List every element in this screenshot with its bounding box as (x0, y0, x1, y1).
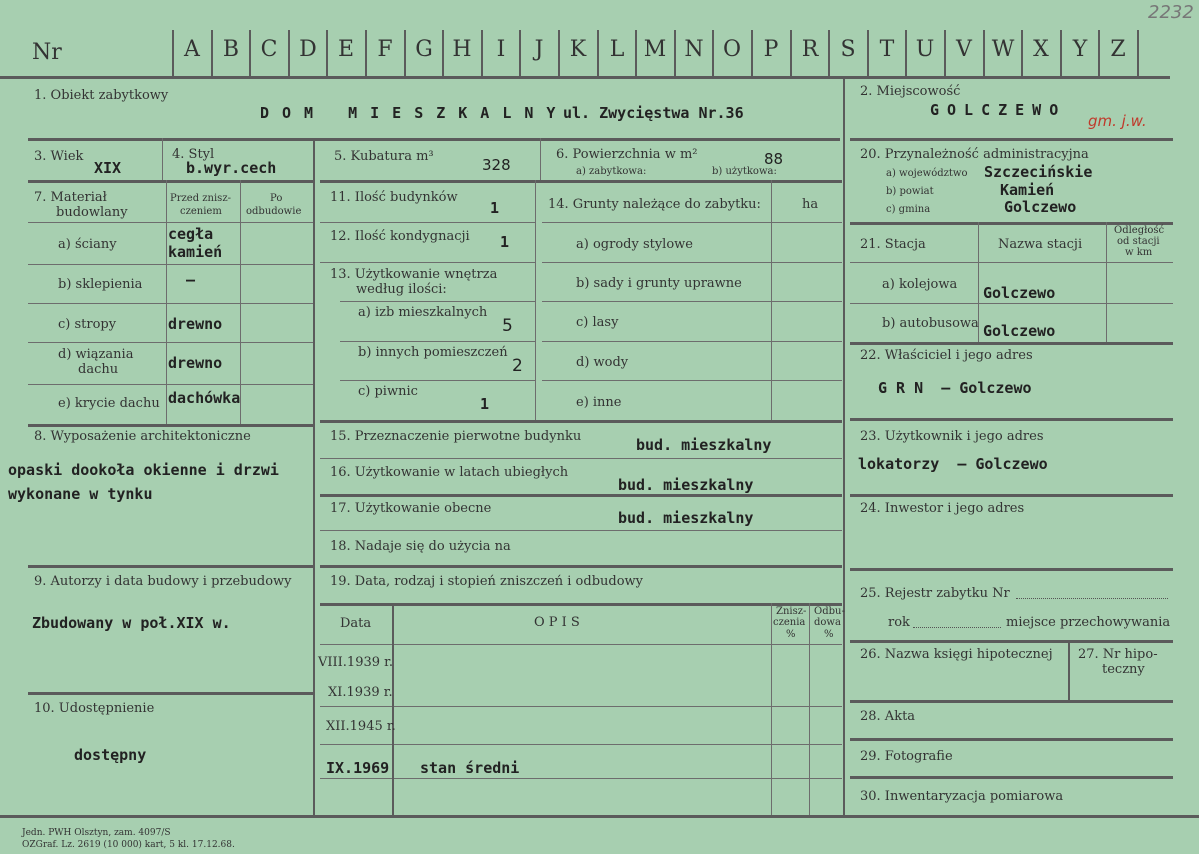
letter-index-t: T (879, 37, 895, 62)
letter-index-j: J (534, 37, 544, 62)
field-8-label: 8. Wyposażenie architektoniczne (34, 429, 251, 444)
field-21-a-value: Golczewo (983, 284, 1056, 302)
field-14-unit: ha (802, 197, 819, 212)
field-22-value: G R N – Golczewo (878, 379, 1032, 397)
field-14-row-e: e) inne (576, 395, 622, 410)
field-7-row-d-value: drewno (168, 354, 223, 372)
field-12-value: 1 (500, 233, 510, 251)
field-17-label: 17. Użytkowanie obecne (330, 501, 492, 516)
field-1-address: ul. Zwycięstwa Nr.36 (563, 104, 744, 122)
letter-index-u: U (915, 37, 935, 62)
field-20-a-value: Szczecińskie (984, 163, 1093, 181)
field-21-b-label: b) autobusowa (882, 316, 979, 331)
field-25-rok: rok (888, 615, 910, 630)
letter-index-s: S (840, 37, 856, 62)
letter-index-r: R (801, 37, 819, 62)
field-15-label: 15. Przeznaczenie pierwotne budynku (330, 429, 582, 444)
field-7-col2a: Po (270, 193, 283, 204)
field-14-row-a: a) ogrody stylowe (576, 237, 693, 252)
field-13-a-label: a) izb mieszkalnych (358, 305, 488, 320)
field-7-row-b-label: b) sklepienia (58, 277, 143, 292)
field-13-label: 13. Użytkowanie wnętrza (330, 267, 498, 282)
field-20-c-label: c) gmina (886, 204, 931, 215)
field-25-miejsce: miejsce przechowywania (1006, 615, 1171, 630)
field-1-label: 1. Obiekt zabytkowy (34, 88, 169, 103)
field-19-row-4-opis: stan średni (420, 759, 520, 777)
nr-label: Nr (32, 40, 62, 65)
field-19-col-o1: Odbu- (814, 606, 845, 617)
field-29-label: 29. Fotografie (860, 749, 953, 764)
field-19-row-2-date: XI.1939 r. (328, 685, 393, 700)
field-14-row-d: d) wody (576, 355, 629, 370)
letter-index-l: L (609, 37, 625, 62)
field-7-row-a-value: cegła (168, 225, 214, 243)
field-1-value: DOM MIESZKALNY (260, 104, 569, 122)
letter-index-w: W (991, 37, 1015, 62)
letter-index-v: V (956, 37, 972, 62)
field-19-col-o2: dowa (814, 617, 841, 628)
field-19-row-3-date: XII.1945 r. (326, 719, 396, 734)
field-20-c-value: Golczewo (1004, 198, 1077, 216)
field-13-b-label: b) innych pomieszczeń (358, 345, 508, 360)
field-25-label: 25. Rejestr zabytku Nr (860, 586, 1010, 601)
letter-index-n: N (684, 37, 704, 62)
letter-index-m: M (643, 37, 667, 62)
field-4-label: 4. Styl (172, 147, 215, 162)
field-21-a-label: a) kolejowa (882, 277, 958, 292)
field-7-col1b: czeniem (180, 206, 222, 217)
field-27-label2: teczny (1102, 662, 1145, 677)
field-7-row-c-value: drewno (168, 315, 223, 333)
field-24-label: 24. Inwestor i jego adres (860, 501, 1025, 516)
field-30-label: 30. Inwentaryzacja pomiarowa (860, 789, 1064, 804)
field-19-col-z1: Znisz- (776, 606, 807, 617)
field-7-label2: budowlany (56, 205, 128, 220)
field-7-row-d-label: d) wiązania (58, 347, 134, 362)
field-4-value: b.wyr.cech (186, 159, 277, 177)
field-19-col-o3: % (824, 629, 834, 640)
field-9-label: 9. Autorzy i data budowy i przebudowy (34, 574, 292, 589)
field-5-value: 328 (482, 156, 511, 174)
field-7-row-d-label2: dachu (78, 362, 119, 377)
field-7-row-c-label: c) stropy (58, 317, 117, 332)
field-19-label: 19. Data, rodzaj i stopień zniszczeń i odbudowy (330, 574, 644, 589)
field-19-col-opis: O P I S (534, 615, 580, 630)
field-21-col-dist3: w km (1125, 247, 1153, 258)
field-7-row-e-value: dachówka (168, 389, 241, 407)
field-6-value: 88 (764, 150, 784, 168)
field-14-row-c: c) lasy (576, 315, 619, 330)
field-23-label: 23. Użytkownik i jego adres (860, 429, 1044, 444)
field-7-label: 7. Materiał (34, 190, 107, 205)
field-11-value: 1 (490, 199, 500, 217)
letter-index-p: P (763, 37, 779, 62)
field-27-label: 27. Nr hipo- (1078, 647, 1158, 662)
field-7-row-a-value2: kamień (168, 243, 223, 261)
field-2-label: 2. Miejscowość (860, 84, 961, 99)
field-21-col-name: Nazwa stacji (998, 237, 1083, 252)
letter-index-a: A (184, 37, 200, 62)
field-13-a-value: 5 (502, 316, 513, 336)
field-19-row-1-date: VIII.1939 r. (318, 655, 394, 670)
field-17-value: bud. mieszkalny (618, 509, 754, 527)
field-3-label: 3. Wiek (34, 149, 84, 164)
field-14-row-b: b) sady i grunty uprawne (576, 276, 742, 291)
letter-index-g: G (415, 37, 433, 62)
field-18-label: 18. Nadaje się do użycia na (330, 539, 511, 554)
field-16-label: 16. Użytkowanie w latach ubiegłych (330, 465, 569, 480)
field-19-col-z3: % (786, 629, 796, 640)
footer-line2: OZGraf. Lz. 2619 (10 000) kart, 5 kl. 17.12.68. (22, 840, 235, 850)
field-22-label: 22. Właściciel i jego adres (860, 348, 1033, 363)
field-13-c-label: c) piwnic (358, 384, 418, 399)
letter-index-c: C (260, 37, 278, 62)
field-19-col-date: Data (340, 616, 372, 631)
field-7-col1a: Przed znisz- (170, 193, 231, 204)
field-16-value: bud. mieszkalny (618, 476, 754, 494)
field-11-label: 11. Ilość budynków (330, 190, 458, 205)
field-20-b-value: Kamień (1000, 181, 1055, 199)
field-2-value: GOLCZEWO (930, 101, 1067, 119)
letter-index-o: O (722, 37, 742, 62)
letter-index-x: X (1033, 37, 1049, 62)
field-21-col-dist1: Odległość (1114, 225, 1165, 236)
field-6-sub-a: a) zabytkowa: (576, 166, 647, 177)
field-10-label: 10. Udostępnienie (34, 701, 155, 716)
field-9-value: Zbudowany w poł.XIX w. (32, 614, 231, 632)
field-7-row-e-label: e) krycie dachu (58, 396, 160, 411)
field-6-label: 6. Powierzchnia w m² (556, 147, 698, 162)
field-7-col2b: odbudowie (246, 206, 302, 217)
field-20-a-label: a) województwo (886, 168, 968, 179)
corner-number: 2232 (1148, 2, 1194, 23)
letter-index-i: I (496, 37, 506, 62)
field-28-label: 28. Akta (860, 709, 916, 724)
field-15-value: bud. mieszkalny (636, 436, 772, 454)
field-8-line1: opaski dookoła okienne i drzwi (8, 461, 279, 479)
field-23-value: lokatorzy – Golczewo (858, 455, 1048, 473)
field-13-b-value: 2 (512, 356, 523, 376)
field-5-label: 5. Kubatura m³ (334, 149, 434, 164)
field-7-row-a-label: a) ściany (58, 237, 117, 252)
field-21-col-dist2: od stacji (1117, 236, 1160, 247)
field-10-value: dostępny (74, 746, 147, 764)
letter-index-y: Y (1072, 37, 1088, 62)
field-12-label: 12. Ilość kondygnacji (330, 229, 470, 244)
field-20-b-label: b) powiat (886, 186, 934, 197)
field-26-label: 26. Nazwa księgi hipotecznej (860, 647, 1053, 662)
field-8-line2: wykonane w tynku (8, 485, 153, 503)
field-13-label2: według ilości: (356, 282, 447, 297)
letter-separator (1137, 30, 1139, 78)
field-21-label: 21. Stacja (860, 237, 926, 252)
field-19-row-4-date: IX.1969 (326, 759, 390, 777)
field-2-handnote: gm. j.w. (1088, 112, 1147, 130)
field-7-row-b-value: – (186, 271, 196, 289)
letter-index-e: E (337, 37, 355, 62)
letter-index-h: H (452, 37, 472, 62)
field-21-b-value: Golczewo (983, 322, 1056, 340)
letter-index-k: K (569, 37, 587, 62)
field-6-sub-b: b) użytkowa: (712, 166, 777, 177)
field-14-label: 14. Grunty należące do zabytku: (548, 197, 761, 212)
letter-index-b: B (222, 37, 240, 62)
letter-index-d: D (299, 37, 317, 62)
field-3-value: XIX (94, 159, 122, 177)
field-13-c-value: 1 (480, 395, 490, 413)
letter-index-f: F (377, 37, 393, 62)
field-20-label: 20. Przynależność administracyjna (860, 147, 1089, 162)
letter-index-z: Z (1110, 37, 1126, 62)
footer-line1: Jedn. PWH Olsztyn, zam. 4097/S (22, 828, 171, 838)
field-19-col-z2: czenia (773, 617, 806, 628)
